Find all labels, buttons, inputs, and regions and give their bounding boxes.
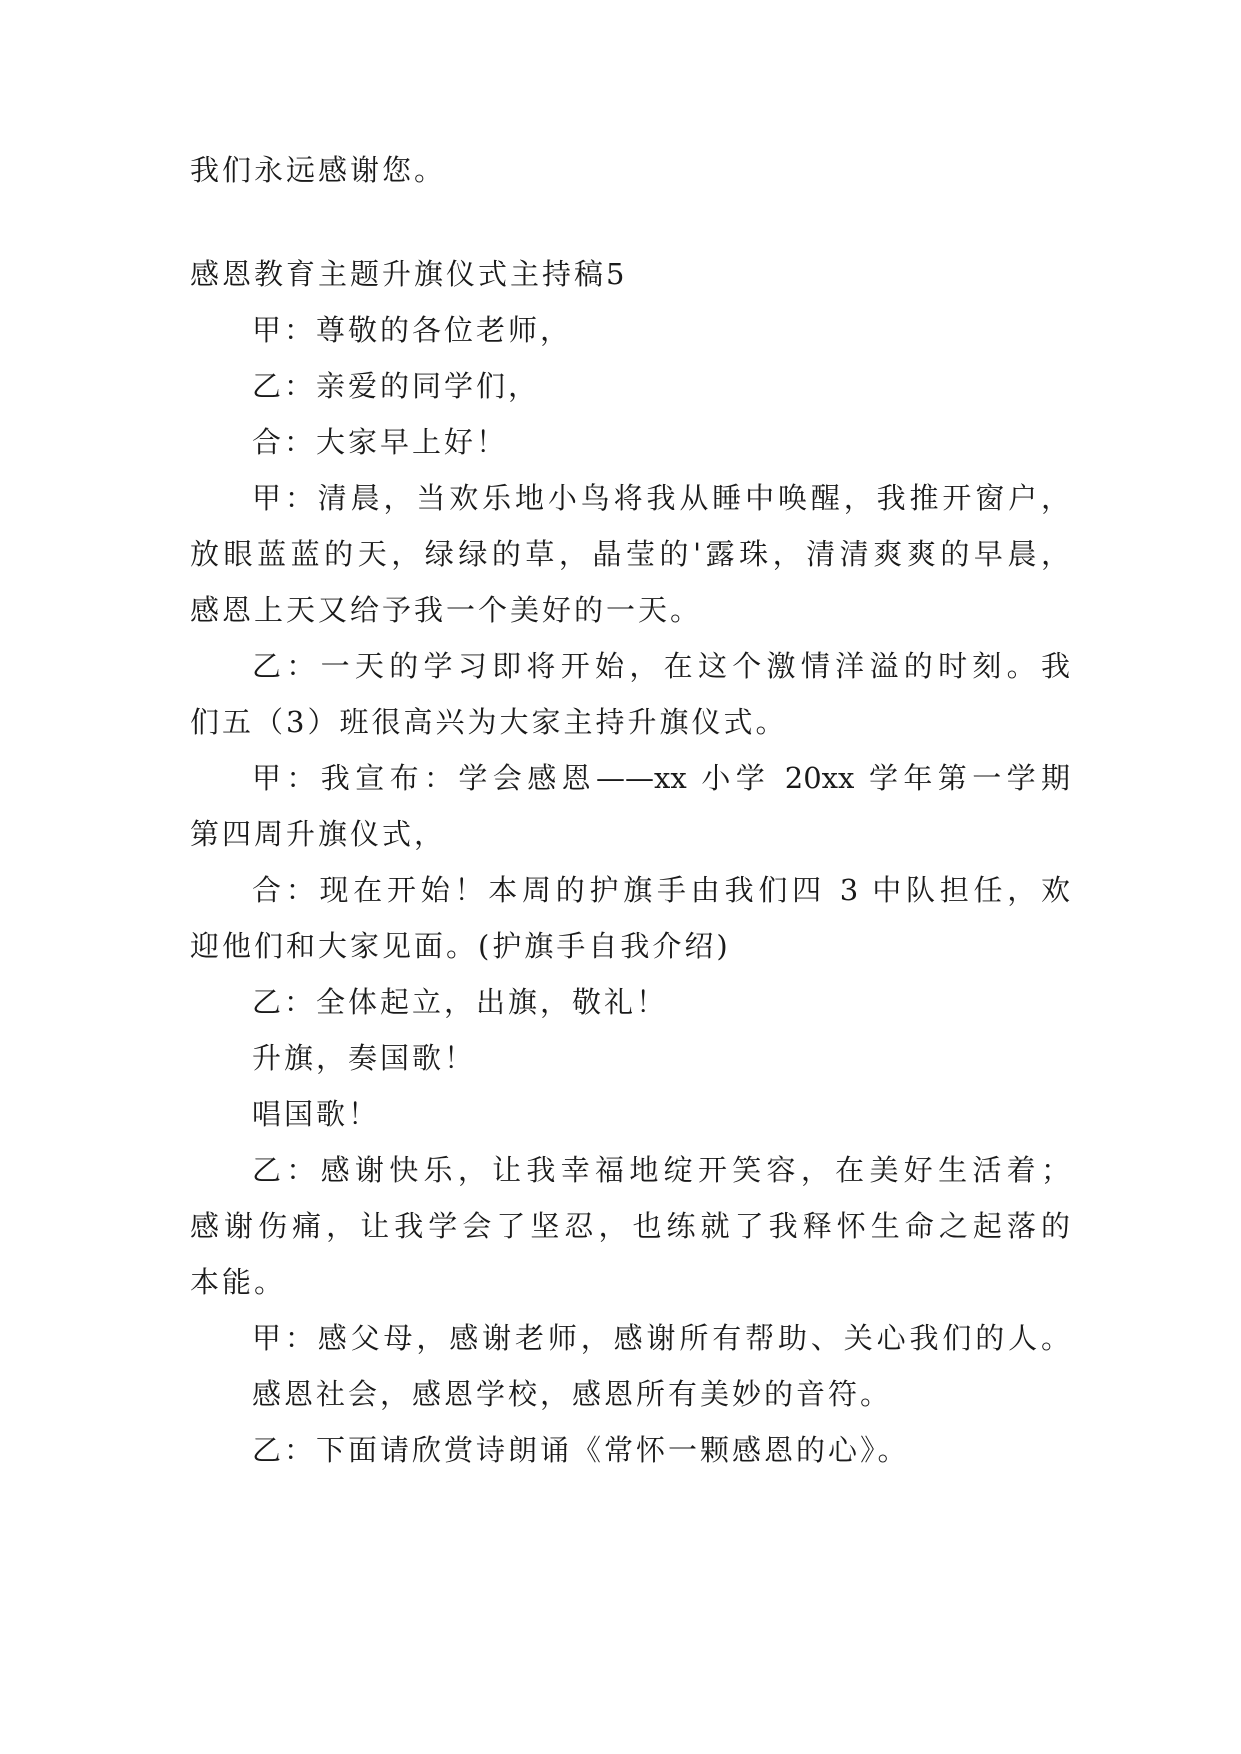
text-line: 乙：亲爱的同学们，	[252, 369, 541, 403]
text-line: 乙：下面请欣赏诗朗诵《常怀一颗感恩的心》。	[252, 1433, 910, 1467]
text-line: 本能。	[190, 1265, 287, 1299]
text-line: 乙：全体起立，出旗，敬礼！	[252, 985, 669, 1019]
text-line: 合：大家早上好！	[252, 425, 509, 459]
text-line: 感谢伤痛，让我学会了坚忍，也练就了我释怀生命之起落的	[190, 1209, 1070, 1243]
text-line: 感恩社会，感恩学校，感恩所有美妙的音符。	[252, 1377, 893, 1411]
text-line: 乙：感谢快乐，让我幸福地绽开笑容，在美好生活着；	[252, 1153, 1070, 1187]
text-line: 甲：我宣布：学会感恩——xx 小学 20xx 学年第一学期	[252, 761, 1070, 795]
text-line: 甲：清晨，当欢乐地小鸟将我从睡中唤醒，我推开窗户，	[252, 481, 1070, 515]
text-line: 第四周升旗仪式，	[190, 817, 447, 851]
text-line: 乙：一天的学习即将开始，在这个激情洋溢的时刻。我	[252, 649, 1070, 683]
text-line: 甲：感父母，感谢老师，感谢所有帮助、关心我们的人。	[252, 1321, 1070, 1355]
text-line: 放眼蓝蓝的天，绿绿的草，晶莹的'露珠，清清爽爽的早晨，	[190, 537, 1070, 571]
text-line: 感恩上天又给予我一个美好的一天。	[190, 593, 703, 627]
text-line: 唱国歌！	[252, 1097, 381, 1131]
text-line: 迎他们和大家见面。(护旗手自我介绍)	[190, 929, 731, 963]
text-line: 甲：尊敬的各位老师，	[252, 313, 573, 347]
text-line: 们五（3）班很高兴为大家主持升旗仪式。	[190, 705, 788, 739]
text-line: 我们永远感谢您。	[190, 153, 447, 187]
text-line: 合：现在开始！本周的护旗手由我们四 3 中队担任，欢	[252, 873, 1070, 907]
section-title: 感恩教育主题升旗仪式主持稿5	[190, 257, 628, 291]
text-line: 升旗，奏国歌！	[252, 1041, 477, 1075]
